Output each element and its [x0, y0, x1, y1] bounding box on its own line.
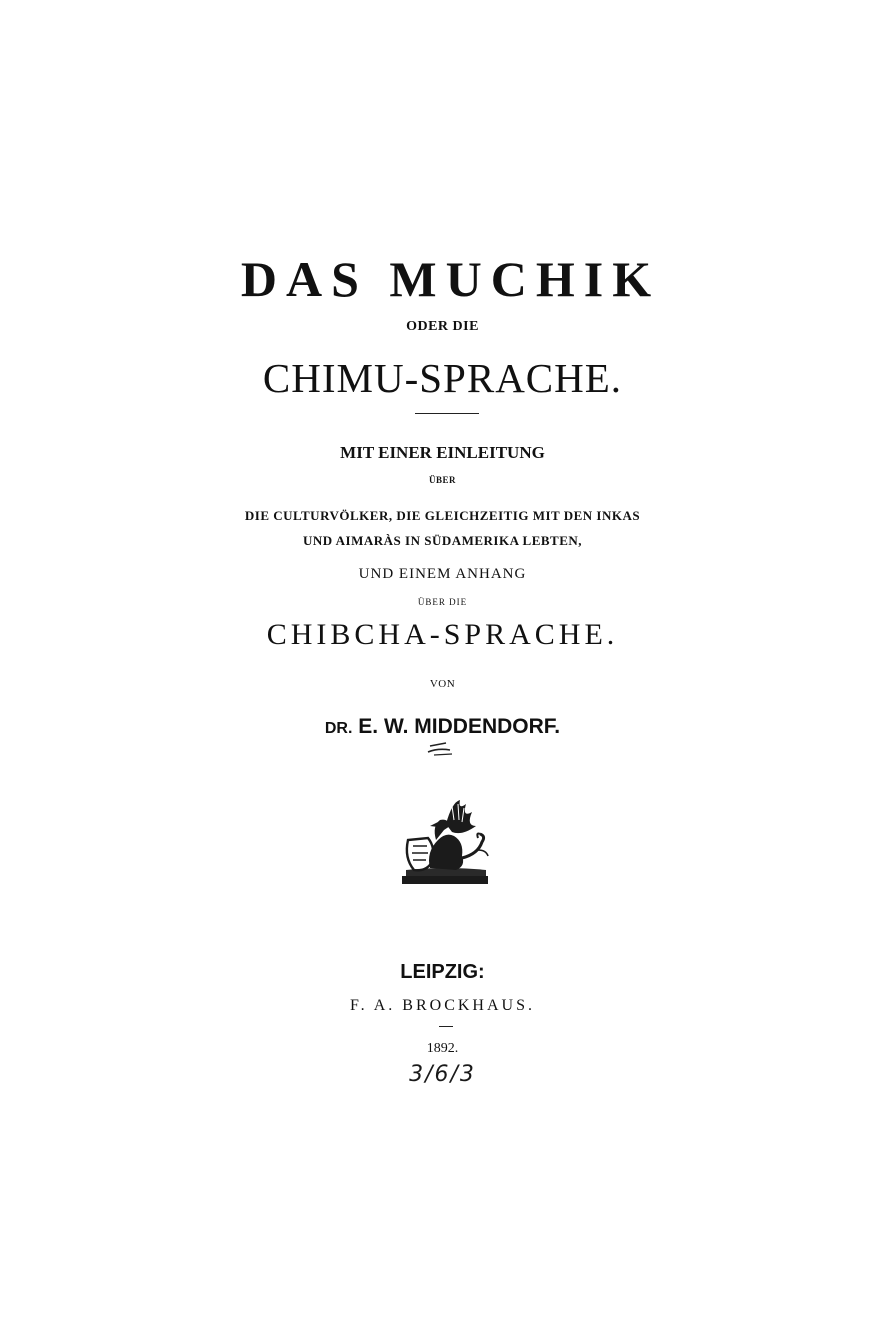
publisher-name: F. A. BROCKHAUS. — [350, 997, 535, 1014]
pen-mark-icon — [424, 741, 458, 761]
book-subtitle: CHIMU-SPRACHE. — [262, 355, 623, 401]
short-divider-rule — [439, 1026, 453, 1027]
ueber-line: ÜBER — [428, 475, 456, 485]
chibcha-title: CHIBCHA-SPRACHE. — [266, 618, 619, 651]
handwritten-shelfmark: 3/6/3 — [409, 1062, 476, 1087]
author-name: E. W. MIDDENDORF. — [358, 715, 561, 738]
von-line: VON — [429, 678, 456, 690]
introduction-line: MIT EINER EINLEITUNG — [340, 443, 545, 462]
book-title: DAS MUCHIK — [240, 251, 661, 307]
author-title: DR. — [324, 720, 353, 737]
author-line — [0, 716, 885, 737]
divider-rule — [415, 413, 479, 414]
ueber-die-line: ÜBER DIE — [417, 597, 468, 607]
appendix-line: UND EINEM ANHANG — [358, 566, 527, 582]
oder-die-line: ODER DIE — [406, 319, 479, 334]
culture-line-2: UND AIMARÀS IN SÜDAMERIKA LEBTEN, — [302, 533, 583, 548]
culture-line-1: DIE CULTURVÖLKER, DIE GLEICHZEITIG MIT DEN INKAS — [244, 508, 641, 523]
publication-year: 1892. — [426, 1041, 459, 1056]
place-of-publication: LEIPZIG: — [400, 961, 485, 983]
griffin-publisher-emblem-icon — [396, 796, 496, 891]
